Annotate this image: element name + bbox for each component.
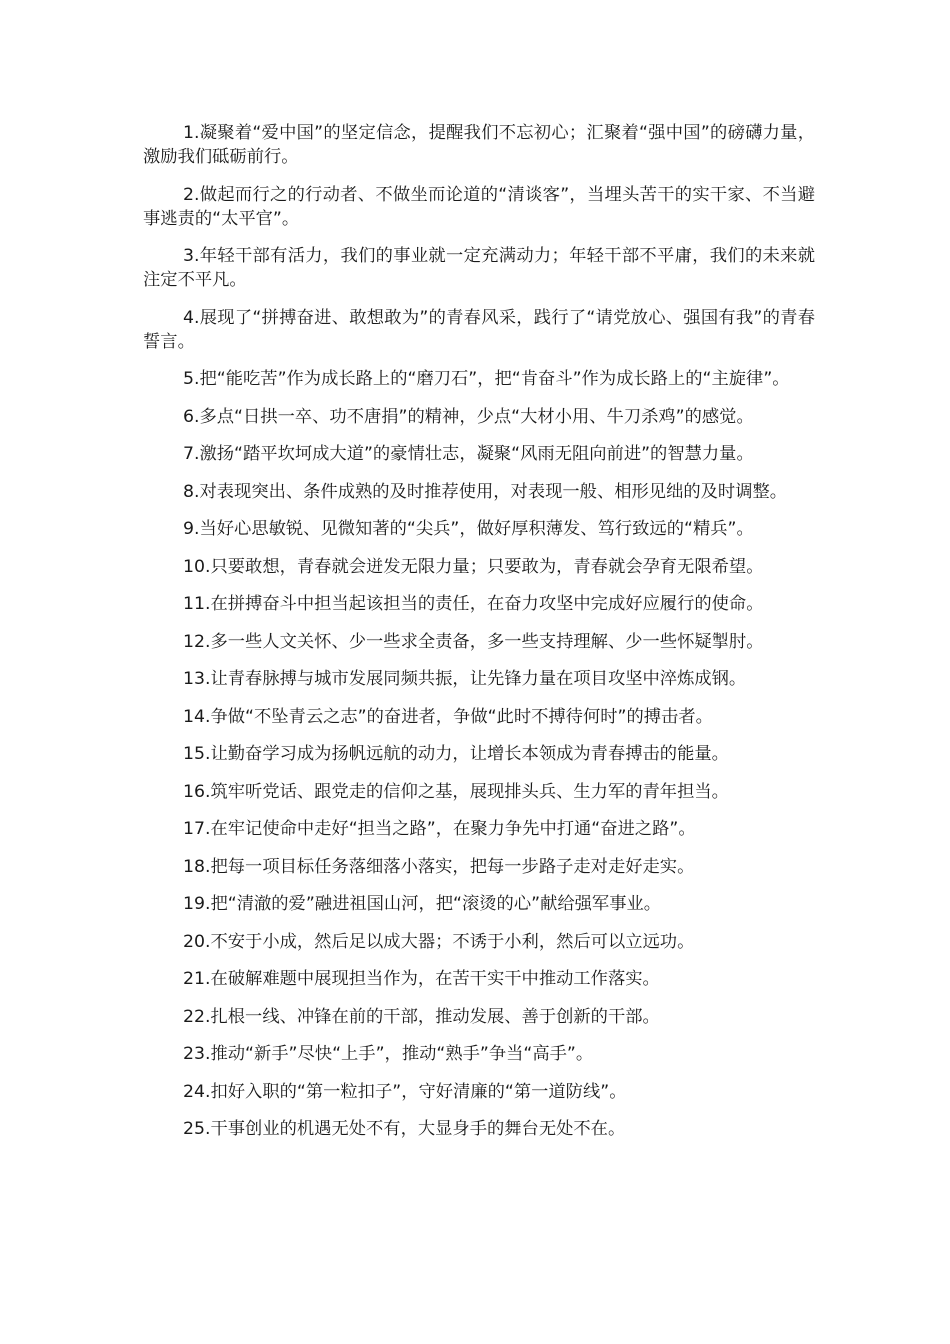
paragraph-11: 11.在拼搏奋斗中担当起该担当的责任，在奋力攻坚中完成好应履行的使命。 (183, 594, 764, 614)
paragraph-25: 25.干事创业的机遇无处不有，大显身手的舞台无处不在。 (183, 1119, 626, 1139)
paragraph-21: 21.在破解难题中展现担当作为，在苦干实干中推动工作落实。 (183, 969, 660, 989)
document-body (143, 121, 815, 1155)
paragraph-4: 4.展现了“拼搏奋进、敢想敢为”的青春风采，践行了“请党放心、强国有我”的青春誓言。 (143, 307, 815, 352)
paragraph-9: 9.当好心思敏锐、见微知著的“尖兵”，做好厚积薄发、笃行致远的“精兵”。 (183, 519, 754, 539)
paragraph-2: 2.做起而行之的行动者、不做坐而论道的“清谈客”，当埋头苦干的实干家、不当避事逃责的“太平官”。 (143, 184, 815, 229)
paragraph-3: 3.年轻干部有活力，我们的事业就一定充满动力；年轻干部不平庸，我们的未来就注定不平凡。 (143, 246, 815, 290)
paragraph-18: 18.把每一项目标任务落细落小落实，把每一步路子走对走好走实。 (183, 856, 695, 877)
paragraph-19: 19.把“清澈的爱”融进祖国山河，把“滚烫的心”献给强军事业。 (183, 894, 662, 914)
paragraph-12: 12.多一些人文关怀、少一些求全责备，多一些支持理解、少一些怀疑掣肘。 (183, 631, 764, 652)
paragraph-8: 8.对表现突出、条件成熟的及时推荐使用，对表现一般、相形见绌的及时调整。 (183, 481, 788, 502)
paragraph-5: 5.把“能吃苦”作为成长路上的“磨刀石”，把“肯奋斗”作为成长路上的“主旋律”。 (183, 369, 790, 389)
paragraph-15: 15.让勤奋学习成为扬帆远航的动力，让增长本领成为青春搏击的能量。 (183, 744, 729, 764)
paragraph-14: 14.争做“不坠青云之志”的奋进者，争做“此时不搏待何时”的搏击者。 (183, 706, 713, 727)
paragraph-7: 7.激扬“踏平坎坷成大道”的豪情壮志，凝聚“风雨无阻向前进”的智慧力量。 (183, 444, 754, 464)
paragraph-22: 22.扎根一线、冲锋在前的干部，推动发展、善于创新的干部。 (183, 1006, 660, 1027)
paragraph-13: 13.让青春脉搏与城市发展同频共振，让先锋力量在项目攻坚中淬炼成钢。 (183, 669, 747, 689)
paragraph-1: 1.凝聚着“爱中国”的坚定信念，提醒我们不忘初心；汇聚着“强中国”的磅礴力量，激励我们砥砺前行。 (143, 123, 815, 167)
paragraph-16: 16.筑牢听党话、跟党走的信仰之基，展现排头兵、生力军的青年担当。 (183, 781, 729, 802)
paragraph-17: 17.在牢记使命中走好“担当之路”，在聚力争先中打通“奋进之路”。 (183, 819, 696, 839)
paragraph-20: 20.不安于小成，然后足以成大器；不诱于小利，然后可以立远功。 (183, 931, 695, 952)
paragraph-23: 23.推动“新手”尽快“上手”，推动“熟手”争当“高手”。 (183, 1044, 594, 1064)
paragraph-6: 6.多点“日拱一卒、功不唐捐”的精神，少点“大材小用、牛刀杀鸡”的感觉。 (183, 406, 754, 427)
paragraph-24: 24.扣好入职的“第一粒扣子”，守好清廉的“第一道防线”。 (183, 1081, 627, 1102)
paragraph-10: 10.只要敢想，青春就会迸发无限力量；只要敢为，青春就会孕育无限希望。 (183, 556, 764, 577)
